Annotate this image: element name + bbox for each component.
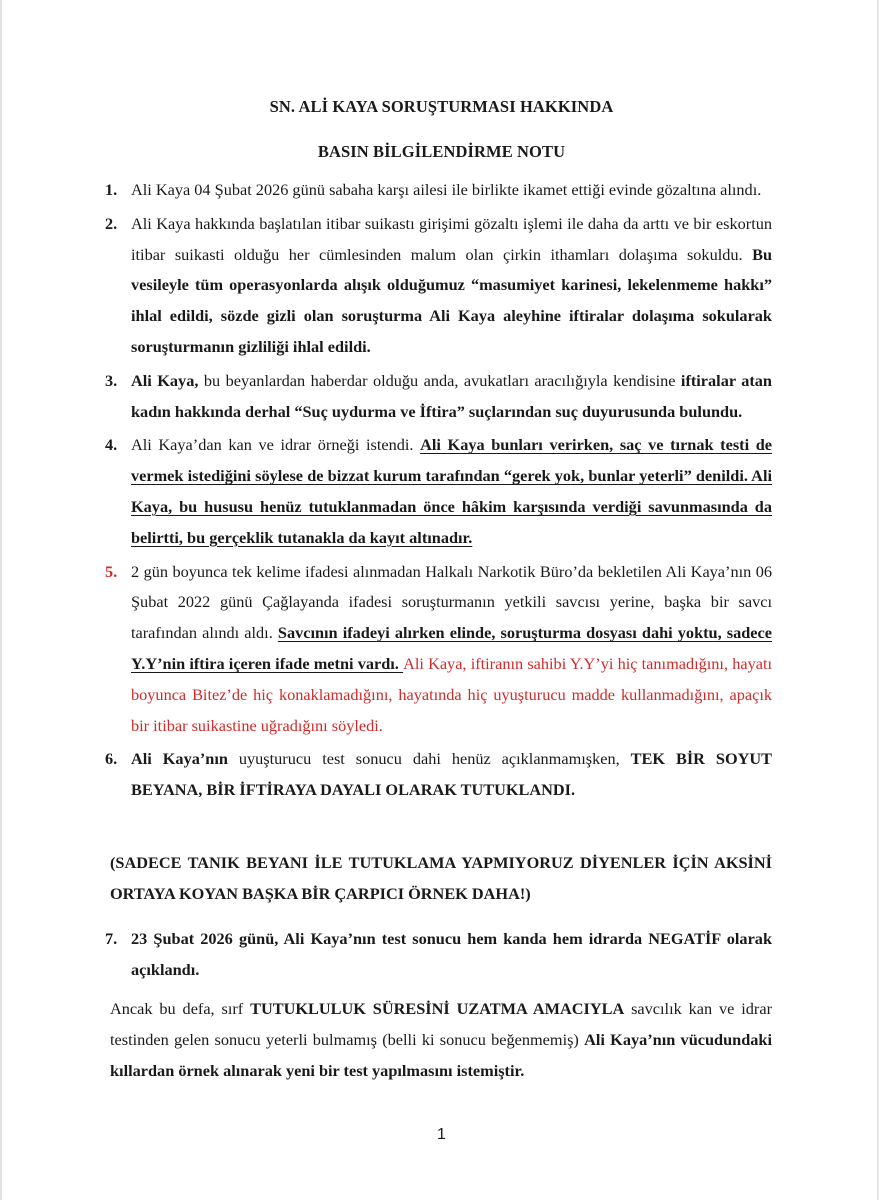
item-text-plain: uyuşturucu test sonucu dahi henüz açıklanmamışken, <box>227 749 631 769</box>
list-item-7 <box>105 924 772 986</box>
item-text-plain: Ali Kaya hakkında başlatılan itibar suikastı girişimi gözaltı işlemi ile daha da arttı ve bir eskortun itibar suikasti olduğu her cümlesinden malum olan çirkin ithamları dolaşıma sokuldu. <box>131 213 772 264</box>
item-number: 1. <box>105 180 118 199</box>
list-item-6 <box>105 744 772 806</box>
item-text-bold-2: iftiralar atan kadın hakkında derhal “Suç uydurma ve İftira” suçlarından suç duyurusunda bulundu. <box>131 370 772 421</box>
document-subtitle: BASIN BİLGİLENDİRME NOTU <box>317 142 566 161</box>
item-number: 7. <box>105 929 118 948</box>
item-text: Ali Kaya 04 Şubat 2026 günü sabaha karşı ailesi ile birlikte ikamet ettiği evinde gözaltına alındı. <box>131 180 762 199</box>
item-text-plain: bu beyanlardan haberdar olduğu anda, avukatları aracılığıyla kendisine <box>198 370 681 390</box>
item-number: 5. <box>105 561 118 581</box>
list-item-1 <box>105 175 772 206</box>
item-number: 3. <box>105 370 118 390</box>
item-text-bold-2: TEK BİR SOYUT BEYANA, BİR İFTİRAYA DAYALI OLARAK TUTUKLANDI. <box>131 749 772 800</box>
item-number: 6. <box>105 749 118 769</box>
item-text-bold: Ali Kaya’nın <box>131 749 228 769</box>
paragraph-text-plain: Ancak bu defa, sırf <box>110 999 251 1018</box>
paragraph-text-bold-2: Ali Kaya’nın vücudundaki kıllardan örnek alınarak yeni bir test yapılmasını istemiştir. <box>110 1029 772 1080</box>
item-text-bold: Bu vesileyle tüm operasyonlarda alışık olduğumuz “masumiyet karinesi, lekelenmeme hakkı” ihlal edildi, sözde gizli olan soruşturma Ali Kaya aleyhine iftiralar dolaşıma sokularak soruşturmanın gizliliği ihlal edildi. <box>131 244 772 356</box>
item-text-red: Ali Kaya, iftiranın sahibi Y.Y’yi hiç tanımadığını, hayatı boyunca Bitez’de hiç konaklamadığını, hayatında hiç uyuşturucu madde kullanmadığını, apaçık bir itibar suikastine uğradığını söyledi. <box>131 653 773 735</box>
page-number: 1 <box>437 1126 446 1143</box>
list-item-4 <box>105 430 773 553</box>
paragraph-text-plain-2: savcılık kan ve idrar testinden gelen sonucu yeterli bulmamış (belli ki sonucu beğenmemiş) <box>110 999 773 1049</box>
item-text-bold: 23 Şubat 2026 günü, Ali Kaya’nın test sonucu hem kanda hem idrarda NEGATİF olarak açıklandı. <box>131 929 772 979</box>
list-item-2 <box>105 209 772 363</box>
item-number: 4. <box>105 435 118 455</box>
item-text-bold-underlined: Savcının ifadeyi alırken elinde, soruşturma dosyası dahi yoktu, sadece Y.Y’nin iftira içeren ifade metni vardı. <box>131 623 772 673</box>
list-item-3 <box>105 366 772 428</box>
numbered-list <box>105 172 773 806</box>
item-text-bold: Ali Kaya, <box>131 370 199 390</box>
list-item-5 <box>105 557 773 742</box>
emphasis-note: (SADECE TANIK BEYANI İLE TUTUKLAMA YAPMIYORUZ DİYENLER İÇİN AKSİNİ ORTAYA KOYAN BAŞKA BİR ÇARPICI ÖRNEK DAHA!) <box>110 853 772 903</box>
item-text-bold-underlined: Ali Kaya bunları verirken, saç ve tırnak testi de vermek istediğini söylese de bizzat kurum tarafından “gerek yok, bunlar yeterli” denildi. Ali Kaya, bu hususu henüz tutuklanmadan önce hâkim karşısında verdiği savunmasında da belirtti, bu gerçeklik tutanakla da kayıt altınadır. <box>131 435 773 547</box>
closing-paragraph <box>110 994 772 1086</box>
item-text-plain: Ali Kaya’dan kan ve idrar örneği istendi. <box>131 435 421 455</box>
item-number: 2. <box>105 213 118 233</box>
document-title: SN. ALİ KAYA SORUŞTURMASI HAKKINDA <box>269 97 614 116</box>
paragraph-text-bold: TUTUKLULUK SÜRESİNİ UZATMA AMACIYLA <box>250 999 625 1018</box>
item-text-plain: 2 gün boyunca tek kelime ifadesi alınmadan Halkalı Narkotik Büro’da bekletilen Ali Kaya’nın 06 Şubat 2022 günü Çağlayanda ifadesi soruşturmanın yetkili savcısı yerine, başka bir savcı tarafından alındı aldı. <box>131 561 772 643</box>
